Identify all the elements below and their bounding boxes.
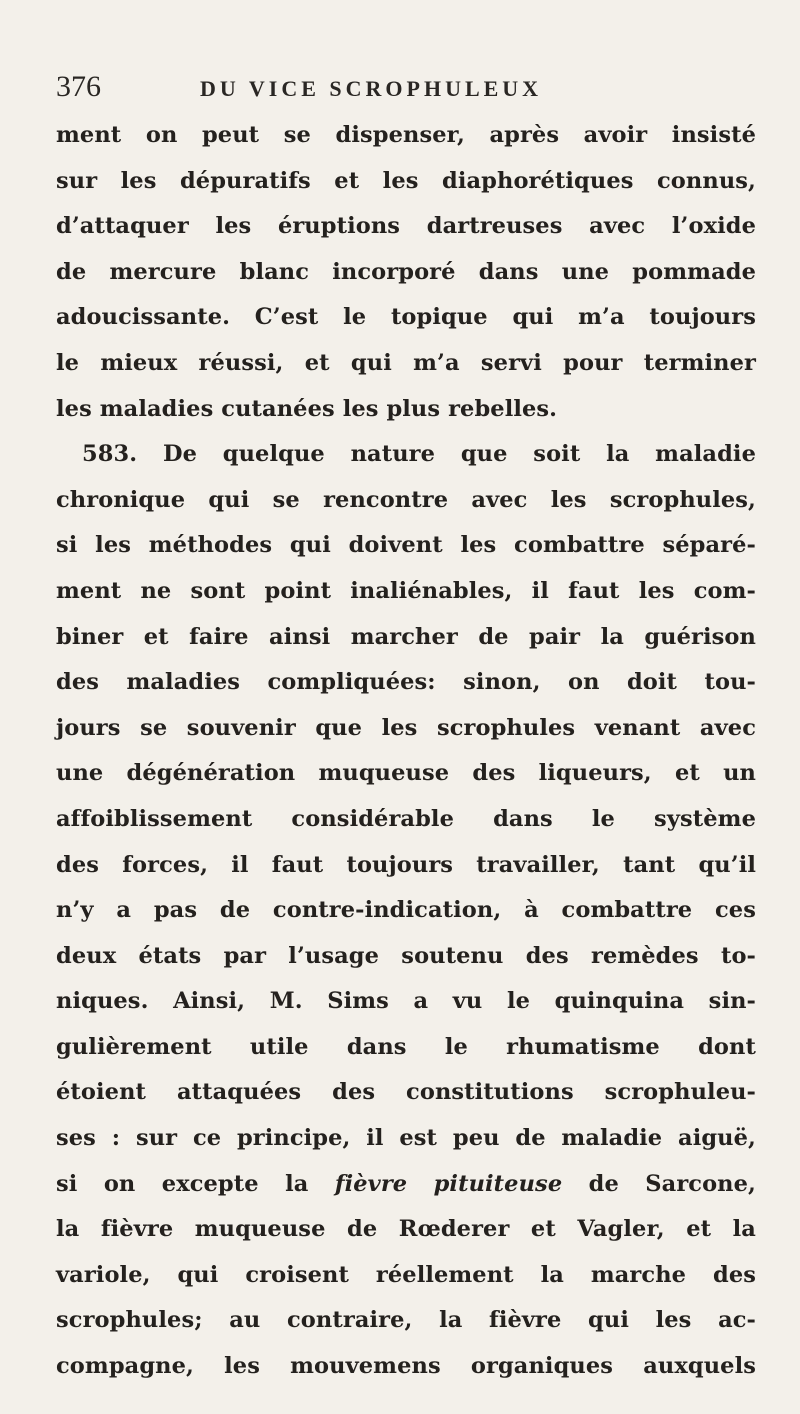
running-head <box>56 70 756 110</box>
text-line: deux états par l’usage soutenu des remèdes to- <box>56 942 756 969</box>
running-title: DU VICE SCROPHULEUX <box>200 76 543 101</box>
text-line-with-italic <box>56 1162 756 1208</box>
text-line: n’y a pas de contre-indication, à combattre ces <box>56 897 756 924</box>
text-line: adoucissante. C’est le topique qui m’a toujours <box>56 304 756 331</box>
paragraph-start-line: 583. De quelque nature que soit la maladie <box>82 441 756 468</box>
italic-term: fièvre pituiteuse <box>334 1170 563 1197</box>
text-line: une dégénération muqueuse des liqueurs, et un <box>56 760 756 787</box>
text-line: si les méthodes qui doivent les combattre séparé- <box>56 532 756 559</box>
body-text <box>56 113 756 1390</box>
text-line: le mieux réussi, et qui m’a servi pour terminer <box>56 349 756 376</box>
text-line: de mercure blanc incorporé dans une pommade <box>56 258 756 285</box>
text-line: les maladies cutanées les plus rebelles. <box>56 395 558 422</box>
text-line: des forces, il faut toujours travailler, tant qu’il <box>56 851 756 878</box>
text-line: ses : sur ce principe, il est peu de maladie aiguë, <box>56 1125 756 1152</box>
text-line: ment on peut se dispenser, après avoir insisté <box>56 122 756 148</box>
text-line: affoiblissement considérable dans le système <box>56 805 756 832</box>
text-line: étoient attaquées des constitutions scrophuleu- <box>56 1079 756 1106</box>
text-line: la fièvre muqueuse de Rœderer et Vagler, et la <box>56 1216 756 1243</box>
text-line: chronique qui se rencontre avec les scrophules, <box>56 486 756 513</box>
text-line: compagne, les mouvemens organiques auxquels <box>56 1353 756 1380</box>
text-line: sur les dépuratifs et les diaphorétiques connus, <box>56 167 756 194</box>
text-line: des maladies compliquées: sinon, on doit tou- <box>56 669 756 696</box>
text-line: d’attaquer les éruptions dartreuses avec l’oxide <box>56 213 756 240</box>
line-segment: de Sarcone, <box>562 1170 756 1197</box>
page-number: 376 <box>56 70 101 103</box>
text-line: gulièrement utile dans le rhumatisme dont <box>56 1033 756 1060</box>
line-segment: si on excepte la <box>56 1170 335 1197</box>
text-line: biner et faire ainsi marcher de pair la guérison <box>56 623 756 650</box>
text-line: niques. Ainsi, M. Sims a vu le quinquina sin- <box>56 988 756 1015</box>
text-line: scrophules; au contraire, la fièvre qui les ac- <box>56 1307 756 1334</box>
text-line: ment ne sont point inaliénables, il faut les com- <box>56 577 756 604</box>
text-line: jours se souvenir que les scrophules venant avec <box>56 714 756 741</box>
text-line: variole, qui croisent réellement la marche des <box>56 1261 756 1288</box>
